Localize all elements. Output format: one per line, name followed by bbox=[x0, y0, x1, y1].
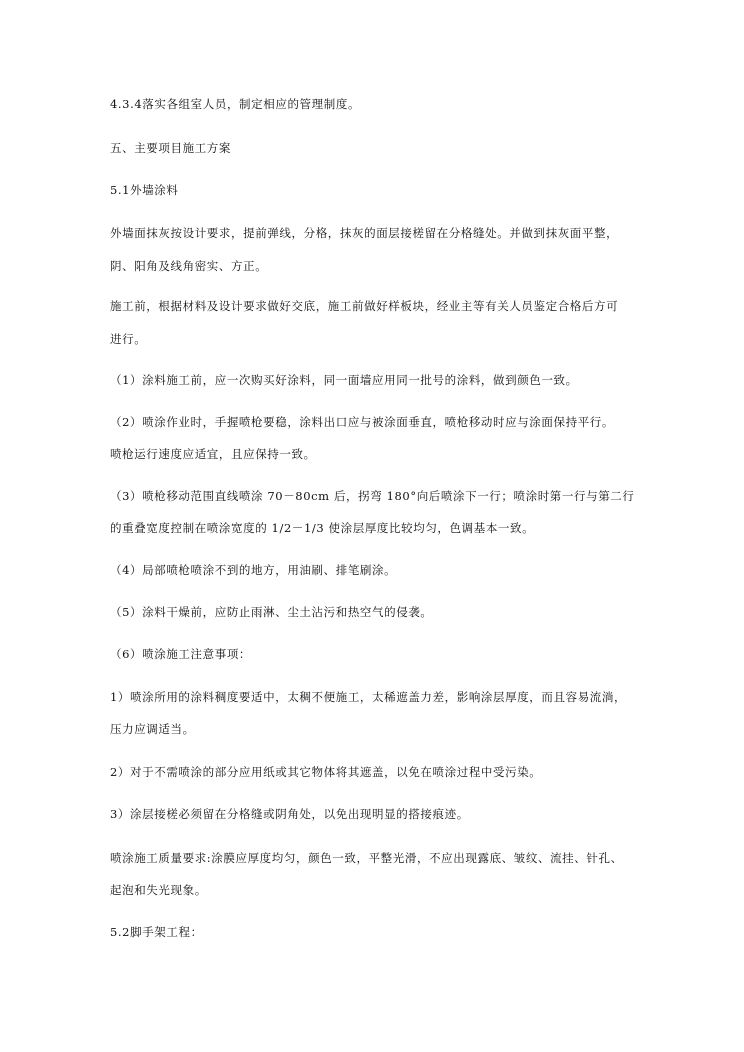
quality-requirements-continued: 起泡和失光现象。 bbox=[110, 883, 207, 897]
paragraph-line: 进行。 bbox=[110, 332, 147, 346]
list-item-5: （5）涂料干燥前，应防止雨淋、尘土沾污和热空气的侵袭。 bbox=[110, 605, 433, 619]
list-item-1: （1）涂料施工前，应一次购买好涂料，同一面墙应用同一批号的涂料，做到颜色一致。 bbox=[110, 373, 578, 387]
list-item-3-continued: 的重叠宽度控制在喷涂宽度的 1/2－1/3 使涂层厚度比较均匀，色调基本一致。 bbox=[110, 521, 535, 535]
subsection-heading-5-2: 5.2脚手架工程： bbox=[110, 925, 203, 939]
list-item-6: （6）喷涂施工注意事项： bbox=[110, 647, 252, 661]
line-4-3-4: 4.3.4落实各组室人员，制定相应的管理制度。 bbox=[110, 97, 361, 111]
paragraph-line: 外墙面抹灰按设计要求，提前弹线，分格，抹灰的面层接槎留在分格缝处。并做到抹灰面平整， bbox=[110, 226, 619, 240]
list-item-4: （4）局部喷枪喷涂不到的地方，用油刷、排笔刷涂。 bbox=[110, 563, 397, 577]
quality-requirements: 喷涂施工质量要求:涂膜应厚度均匀，颜色一致，平整光滑，不应出现露底、皱纹、流挂、针孔、 bbox=[110, 851, 623, 865]
list-item-2-continued: 喷枪运行速度应适宜，且应保持一致。 bbox=[110, 447, 316, 461]
note-item-1: 1）喷涂所用的涂料稠度要适中，太稠不便施工，太稀遮盖力差，影响涂层厚度，而且容易流淌， bbox=[110, 690, 627, 704]
paragraph-line: 施工前，根据材料及设计要求做好交底，施工前做好样板块，经业主等有关人员鉴定合格后方可 bbox=[110, 299, 619, 313]
paragraph-line: 阴、阳角及线角密实、方正。 bbox=[110, 259, 268, 273]
section-heading-5: 五、主要项目施工方案 bbox=[110, 141, 231, 155]
list-item-2: （2）喷涂作业时，手握喷枪要稳，涂料出口应与被涂面垂直，喷枪移动时应与涂面保持平行。 bbox=[110, 415, 615, 429]
list-item-3: （3）喷枪移动范围直线喷涂 70－80cm 后，拐弯 180°向后喷涂下一行；喷涂时第一行与第二行 bbox=[110, 489, 635, 503]
note-item-2: 2）对于不需喷涂的部分应用纸或其它物体将其遮盖，以免在喷涂过程中受污染。 bbox=[110, 765, 542, 779]
note-item-1-continued: 压力应调适当。 bbox=[110, 722, 195, 736]
subsection-heading-5-1: 5.1外墙涂料 bbox=[110, 183, 179, 197]
note-item-3: 3）涂层接槎必须留在分格缝或阴角处，以免出现明显的搭接痕迹。 bbox=[110, 807, 469, 821]
